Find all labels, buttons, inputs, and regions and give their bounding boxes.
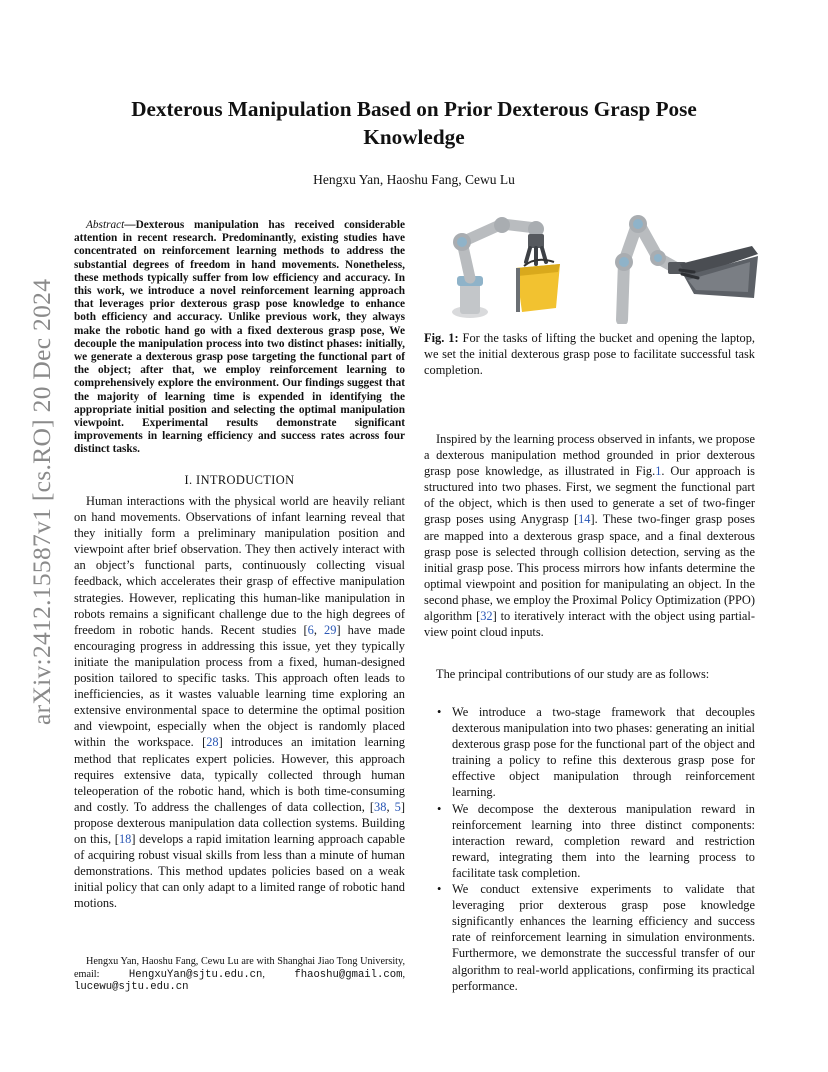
right-text-2: . Our approach is structured into two phases. First, we segment the functional part of the object, which is then used to generate a set of two-finger grasp poses using Anygrasp [: [424, 464, 755, 527]
citation-separator: ,: [386, 799, 395, 814]
email-link[interactable]: lucewu@sjtu.edu.cn: [74, 981, 189, 994]
author-footnote: [74, 956, 405, 994]
intro-paragraph: [74, 493, 405, 911]
contributions-list: [424, 704, 755, 994]
footnote-separator: ,: [402, 968, 405, 980]
title-line-2: Knowledge: [363, 125, 465, 149]
right-text-1: Inspired by the learning process observed in infants, we propose a dexterous manipulation method grounded in prior dexterous grasp pose knowledge, as illustrated in Fig.: [424, 432, 755, 479]
figure-1-caption: [424, 330, 755, 378]
figure-1-image: [432, 212, 762, 324]
intro-text-3: ] introduces an imitation learning method that replicates expert policies. However, this approach requires extensive data, typically collected through human teleoperation of the robotic hand, which is both time-consuming and costly. To address the challenges of data collection, [: [74, 735, 405, 814]
bullet-icon: •: [437, 882, 442, 897]
section-heading: I. INTRODUCTION: [184, 473, 295, 487]
abstract: [74, 219, 405, 457]
intro-text-5: ] develops a rapid imitation learning approach capable of acquiring robust visual skills from less than a minute of human demonstrations. This method updates policies based on a weak initial policy that can only adapt to a limited range of robotic hand motions.: [74, 831, 405, 911]
citation-link[interactable]: 6: [307, 622, 314, 637]
right-paragraph-2: The principal contributions of our study are as follows:: [436, 667, 710, 681]
right-text-3: ]. These two-finger grasp poses are mapped into a dexterous grasp space, and a final dexterous grasp pose is selected through collision detection, serving as the initial grasp pose. This process mirrors how infants determine the optimal viewpoint and position for manipulating an object. In the second phase, we employ the Proximal Policy Optimization (PPO) algorithm [: [424, 512, 755, 624]
right-text-4: ] to iteratively interact with the object using partial-view point cloud inputs.: [424, 609, 755, 640]
email-link[interactable]: fhaoshu@gmail.com: [294, 968, 403, 981]
bullet-icon: •: [437, 801, 442, 816]
paper-title: [75, 95, 753, 151]
citation-separator: ,: [313, 622, 325, 637]
robot-bucket-photo: [432, 212, 592, 324]
footnote-separator: ,: [262, 968, 295, 980]
citation-link[interactable]: 14: [578, 512, 591, 527]
author-list: Hengxu Yan, Haoshu Fang, Cewu Lu: [313, 172, 515, 187]
contribution-text: We conduct extensive experiments to validate that leveraging prior dexterous grasp pose knowledge significantly enhances the learning efficiency and success rate of reinforcement learning in simulation environments. Furthermore, we demonstrate the successful transfer of our algorithm to real-world applications, confirming its practical performance.: [452, 882, 755, 993]
figure-label: Fig. 1:: [424, 331, 459, 345]
citation-link[interactable]: 28: [206, 735, 219, 750]
citation-link[interactable]: 29: [324, 622, 337, 637]
citation-link[interactable]: 5: [394, 799, 401, 814]
citation-link[interactable]: 32: [480, 609, 493, 624]
contribution-item: [424, 801, 755, 881]
figure-caption-text: For the tasks of lifting the bucket and opening the laptop, we set the initial dexterous grasp pose to facilitate successful task completion.: [424, 331, 755, 377]
contribution-text: We introduce a two-stage framework that decouples dexterous manipulation into two phases: generating an initial dexterous grasp pose for the functional part of the object and training a policy to refine this dexterous grasp pose for effective object manipulation through reinforcement learning.: [452, 705, 755, 800]
contribution-item: [424, 704, 755, 801]
contribution-text: We decompose the dexterous manipulation reward in reinforcement learning into three distinct components: interaction reward, completion reward and restriction reward, integrating them into the learning process to facilitate task completion.: [452, 801, 755, 880]
footnote-text: Hengxu Yan, Haoshu Fang, Cewu Lu are with Shanghai Jiao Tong University, email:: [74, 956, 405, 980]
robot-laptop-photo: [600, 212, 762, 324]
figure-reference-link[interactable]: 1: [655, 464, 662, 479]
intro-text-4: ] propose dexterous manipulation data collection systems. Building on this, [: [74, 799, 405, 846]
intro-text-2: ] have made encouraging progress in addressing this issue, yet they typically initiate the manipulation process from a fixed, human-designed position tailored to specific tasks. This approach often leads to inefficiencies, as it wastes valuable learning time exploring an extensive environmental space to determine the optimal position and viewpoint, especially when the object is randomly placed within the workspace. [: [74, 622, 406, 750]
abstract-lead: Abstract: [86, 219, 125, 231]
citation-link[interactable]: 18: [118, 831, 132, 846]
arxiv-stamp: arXiv:2412.15587v1 [cs.RO] 20 Dec 2024: [27, 278, 56, 725]
email-link[interactable]: HengxuYan@sjtu.edu.cn: [128, 968, 263, 981]
title-line-1: Dexterous Manipulation Based on Prior Dexterous Grasp Pose: [131, 97, 697, 121]
bullet-icon: •: [437, 705, 442, 719]
abstract-dash: —: [124, 219, 136, 231]
abstract-body: Dexterous manipulation has received considerable attention in recent research. Predominantly, existing studies have concentrated on reinforcement learning methods to address the substantial degrees of freedom in hand movements. Nonetheless, these methods typically suffer from low efficiency and accuracy. In this work, we introduce a novel reinforcement learning approach that leverages prior dexterous grasp pose knowledge to enhance both efficiency and accuracy. Unlike previous work, they always make the robotic hand go with a fixed dexterous grasp pose, We decouple the manipulation process into two distinct phases: initially, we generate a dexterous grasp pose targeting the functional part of the object; after that, we employ reinforcement learning to comprehensively explore the environment. Our findings suggest that the majority of learning time is expended in identifying the appropriate initial position and selecting the optimal manipulation viewpoint. Experimental results demonstrate significant improvements in learning efficiency and success rates across four distinct tasks.: [74, 219, 405, 456]
contribution-item: [424, 881, 755, 994]
intro-text-1: Human interactions with the physical world are heavily reliant on hand movements. Observations of infant learning reveal that they initially form a preliminary manipulation position and viewpoint after brief observation. They then actively interact with an object’s functional parts, continuously collecting visual feedback, which accelerates their grasp of effective manipulation strategies. However, replicating this human-like manipulation in robots remains a significant challenge due to the high degrees of freedom in robotic hands. Recent studies [: [74, 494, 405, 637]
right-paragraph-1: [424, 431, 755, 640]
citation-link[interactable]: 38: [374, 799, 387, 814]
